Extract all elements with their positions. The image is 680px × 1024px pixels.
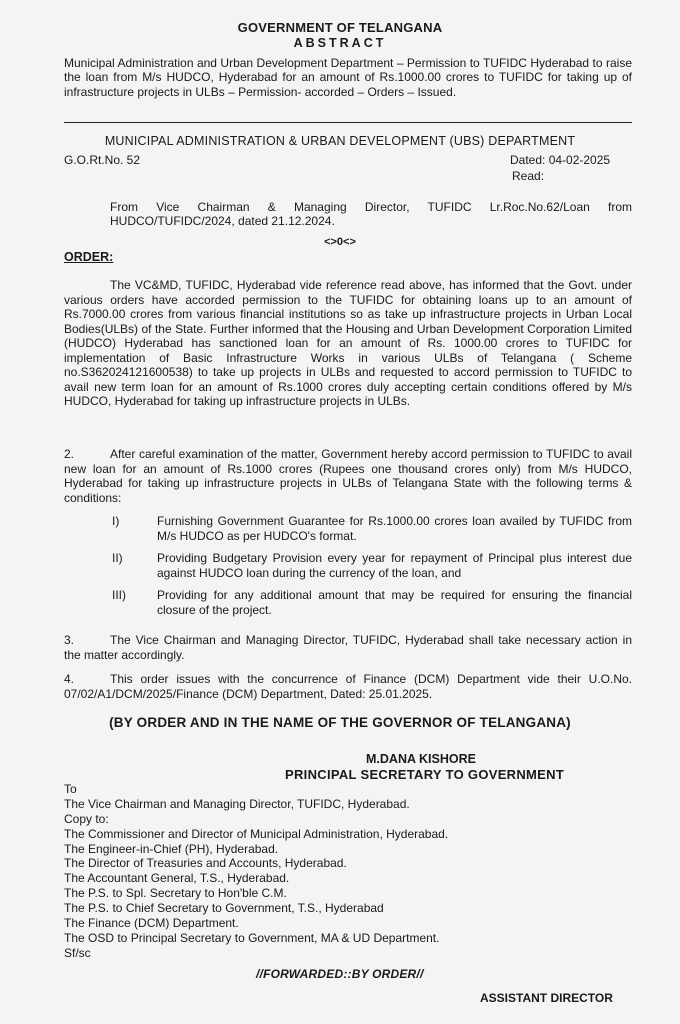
paragraph-4-text: This order issues with the concurrence of Finance (DCM) Department vide their U.O.No. 07/02/A1/DCM/2025/Finance (DCM) Department, Dated: 25.01.2025. (64, 672, 632, 701)
signatory-name: M.DANA KISHORE (366, 752, 476, 766)
copy-recipient: The Accountant General, T.S., Hyderabad. (64, 871, 290, 886)
go-number: G.O.Rt.No. 52 (64, 153, 141, 167)
forwarded-by-order: //FORWARDED::BY ORDER// (256, 967, 424, 981)
term-number: I) (112, 514, 120, 528)
paragraph-3 (64, 633, 632, 662)
copy-recipient: The P.S. to Spl. Secretary to Hon'ble C.M. (64, 886, 287, 901)
read-label: Read: (512, 169, 545, 183)
abstract-heading: ABSTRACT (293, 36, 387, 50)
paragraph-4 (64, 672, 632, 701)
paragraph-3-text: The Vice Chairman and Managing Director, TUFIDC, Hyderabad shall take necessary action in the matter accordingly. (64, 633, 632, 662)
reference-text: From Vice Chairman & Managing Director, TUFIDC Lr.Roc.No.62/Loan from HUDCO/TUFIDC/2024, dated 21.12.2024. (110, 200, 632, 229)
paragraph-number: 2. (64, 447, 75, 461)
governor-line: (BY ORDER AND IN THE NAME OF THE GOVERNOR OF TELANGANA) (109, 715, 571, 730)
term-text: Providing for any additional amount that may be required for ensuring the financial closure of the project. (157, 588, 632, 617)
assistant-director: ASSISTANT DIRECTOR (480, 991, 613, 1005)
terms-list (64, 514, 632, 625)
paragraph-2-text: After careful examination of the matter, Government hereby accord permission to TUFIDC to avail new loan for an amount of Rs.1000 crores (Rupees one thousand crores only) from M/s HUDCO, Hyderabad for taking up infrastructure projects in ULBs of Telangana State with the following terms & conditions: (64, 447, 632, 505)
separator: <>0<> (324, 236, 356, 248)
term-number: II) (112, 551, 123, 566)
department-heading: MUNICIPAL ADMINISTRATION & URBAN DEVELOPMENT (UBS) DEPARTMENT (104, 134, 576, 148)
term-text: Providing Budgetary Provision every year for repayment of Principal plus interest due against HUDCO loan during the currency of the loan, and (157, 551, 632, 580)
copy-recipient: The Commissioner and Director of Municipal Administration, Hyderabad. (64, 826, 449, 841)
copy-recipient: The P.S. to Chief Secretary to Government, T.S., Hyderabad (64, 901, 384, 915)
sf-note: Sf/sc (64, 945, 91, 960)
copy-recipient: The Director of Treasuries and Accounts, Hyderabad. (64, 856, 347, 871)
go-date: Dated: 04-02-2025 (510, 153, 611, 167)
signatory-title: PRINCIPAL SECRETARY TO GOVERNMENT (285, 767, 565, 782)
abstract-text: Municipal Administration and Urban Development Department – Permission to TUFIDC Hyderabad to raise the loan from M/s HUDCO, Hyderabad for an amount of Rs.1000.00 crores to TUFIDC for taking up of infrastructure projects in ULBs – Permission- accorded – Orders – Issued. (64, 56, 632, 99)
copy-recipient: The Finance (DCM) Department. (64, 915, 239, 930)
to-recipient: The Vice Chairman and Managing Director, TUFIDC, Hyderabad. (64, 796, 410, 811)
government-title: GOVERNMENT OF TELANGANA (237, 20, 443, 35)
order-heading: ORDER: (64, 250, 114, 264)
distribution-list (64, 782, 632, 961)
copy-recipient: The Engineer-in-Chief (PH), Hyderabad. (64, 841, 279, 856)
copy-recipient: The OSD to Principal Secretary to Government, MA & UD Department. (64, 930, 440, 945)
paragraph-number: 4. (64, 672, 75, 686)
copy-label: Copy to: (64, 811, 109, 826)
term-item (64, 551, 632, 580)
paragraph-1: The VC&MD, TUFIDC, Hyderabad vide reference read above, has informed that the Govt. under various orders have accorded permission to the TUFIDC for obtaining loans up to an amount of Rs.7000.00 crores from various financial institutions so as take up infrastructure projects in Urban Local Bodies(ULBs) of the State. Further informed that the Housing and Urban Development Corporation Limited (HUDCO) Hyderabad has sanctioned loan for an amount of Rs. 1000.00 crores to TUFIDC for implementation of Basic Infrastructure Works in various ULBs of Telangana ( Scheme no.S362024121600538) to take up projects in ULBs and requested to accord permission to TUFIDC to avail new term loan for an amount of Rs.1000 crores duly accepting certain conditions offered by M/s HUDCO, Hyderabad for taking up infrastructure projects in ULBs. (64, 278, 632, 409)
paragraph-number: 3. (64, 633, 75, 647)
paragraph-2 (64, 447, 632, 505)
term-item (64, 588, 632, 617)
term-text: Furnishing Government Guarantee for Rs.1000.00 crores loan availed by TUFIDC from M/s HUDCO as per HUDCO's format. (157, 514, 632, 543)
term-number: III) (112, 588, 126, 603)
header-divider (64, 122, 632, 123)
term-item (64, 514, 632, 543)
to-label: To (64, 782, 77, 796)
